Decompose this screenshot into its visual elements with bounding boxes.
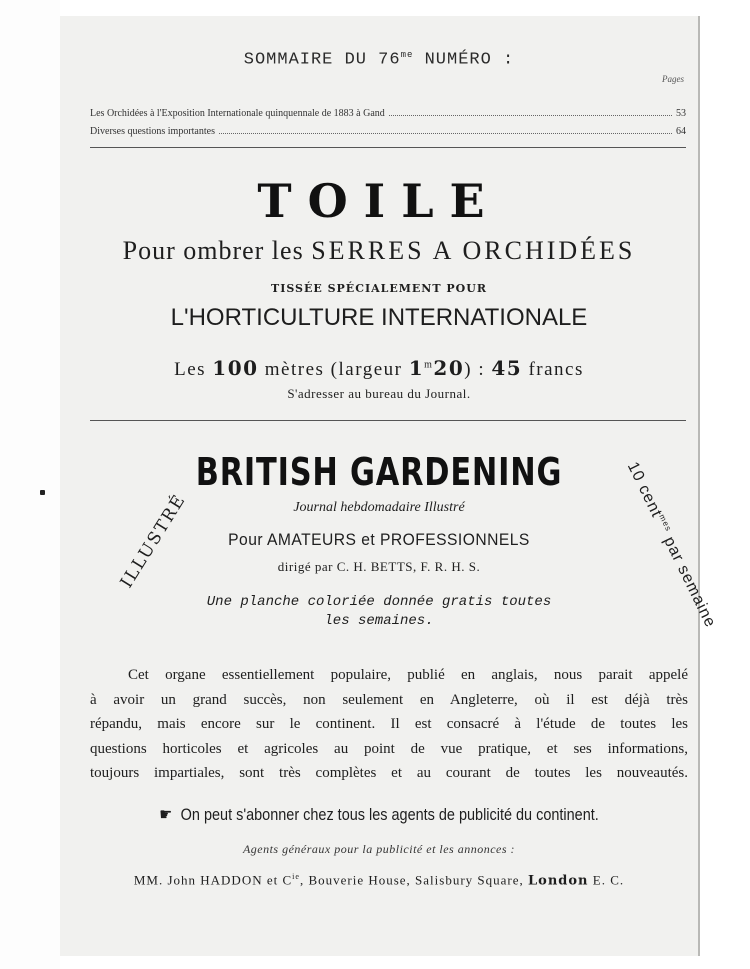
side-price-text: par semaine [657, 529, 719, 631]
toc-entry-title: Diverses questions importantes [90, 126, 215, 137]
agent-name: MM. John HADDON et C [133, 872, 293, 888]
toile-tissee: TISSÉE SPÉCIALEMENT POUR [271, 282, 487, 295]
divider [90, 420, 686, 421]
side-price-sup: mes [657, 512, 674, 534]
summary-heading-text: SOMMAIRE DU 76 [243, 50, 401, 70]
toile-price [60, 356, 698, 381]
toc-entry-page: 64 [676, 126, 686, 137]
scan-speck [40, 490, 45, 495]
side-label-illustre: ILLUSTRÉ [116, 490, 191, 592]
divider [90, 147, 686, 148]
toc-leader [219, 133, 672, 134]
british-subtitle: Journal hebdomadaire Illustré [293, 500, 465, 515]
agents-label: Agents généraux pour la publicité et les annonces : [242, 842, 516, 856]
pages-label: Pages [662, 74, 684, 84]
subscribe-line [108, 805, 650, 825]
subscribe-text: On peut s'abonner chez tous les agents de publicité du continent. [180, 805, 599, 824]
toc-entry-page: 53 [676, 108, 686, 119]
british-title: BRITISH GARDENING [195, 450, 563, 494]
price-width-dec: 20 [433, 356, 465, 380]
toc-entry [90, 108, 686, 119]
price-unit: m [424, 359, 434, 371]
pointing-hand-icon: ☛ [159, 805, 173, 824]
british-planche-line: les semaines. [324, 613, 434, 629]
agent-sup: ie [292, 872, 300, 881]
paragraph-line: questions horticoles et agricoles au point de vue pratique, et ses informations, [90, 740, 688, 757]
price-text: mètres (largeur [258, 359, 409, 380]
toile-subtitle [60, 236, 698, 266]
agent-district: E. C. [588, 872, 625, 888]
british-editor: dirigé par C. H. BETTS, F. R. H. S. [277, 559, 481, 574]
price-text: Les [174, 359, 213, 380]
magazine-page [60, 16, 719, 956]
toc-leader [389, 115, 672, 116]
toile-title: TOILE [257, 174, 501, 228]
paragraph-line: à avoir un grand succès, non seulement en Angleterre, où il est déjà très [90, 691, 688, 708]
toile-subtitle-caps: SERRES A ORCHIDÉES [311, 236, 636, 265]
price-currency: francs [522, 359, 584, 380]
agent-city: London [528, 873, 589, 889]
price-width: 1 [408, 356, 425, 380]
toc-entry [90, 126, 686, 137]
agent-address [60, 872, 698, 888]
summary-heading-sup: me [400, 50, 414, 60]
paragraph-line: toujours impartiales, sont très complètes et au courant de toutes les nouveautés. [90, 765, 688, 781]
british-planche-line: Une planche coloriée donnée gratis toutes [206, 594, 552, 610]
toile-publication: L'HORTICULTURE INTERNATIONALE [170, 304, 588, 331]
price-text: ) : [464, 359, 492, 380]
scan-margin [0, 0, 60, 969]
agent-street: , Bouverie House, Salisbury Square, [299, 872, 529, 888]
side-price-text: 10 cent [623, 459, 666, 521]
summary-heading [60, 50, 698, 70]
paragraph-line: Cet organe essentiellement populaire, publié en anglais, nous parait appelé [128, 667, 688, 683]
toile-subtitle-pre: Pour ombrer les [122, 236, 312, 265]
toc-entry-title: Les Orchidées à l'Exposition Internationale quinquennale de 1883 à Gand [90, 108, 385, 119]
toile-contact: S'adresser au bureau du Journal. [287, 386, 471, 401]
price-quantity: 100 [212, 356, 259, 380]
summary-heading-end: NUMÉRO : [413, 50, 515, 70]
paragraph-line: répandu, mais encore sur le continent. Il est consacré à l'étude de toutes les [90, 716, 688, 732]
price-amount: 45 [491, 356, 523, 380]
british-description [90, 663, 688, 786]
british-audience: Pour AMATEURS et PROFESSIONNELS [228, 530, 530, 549]
